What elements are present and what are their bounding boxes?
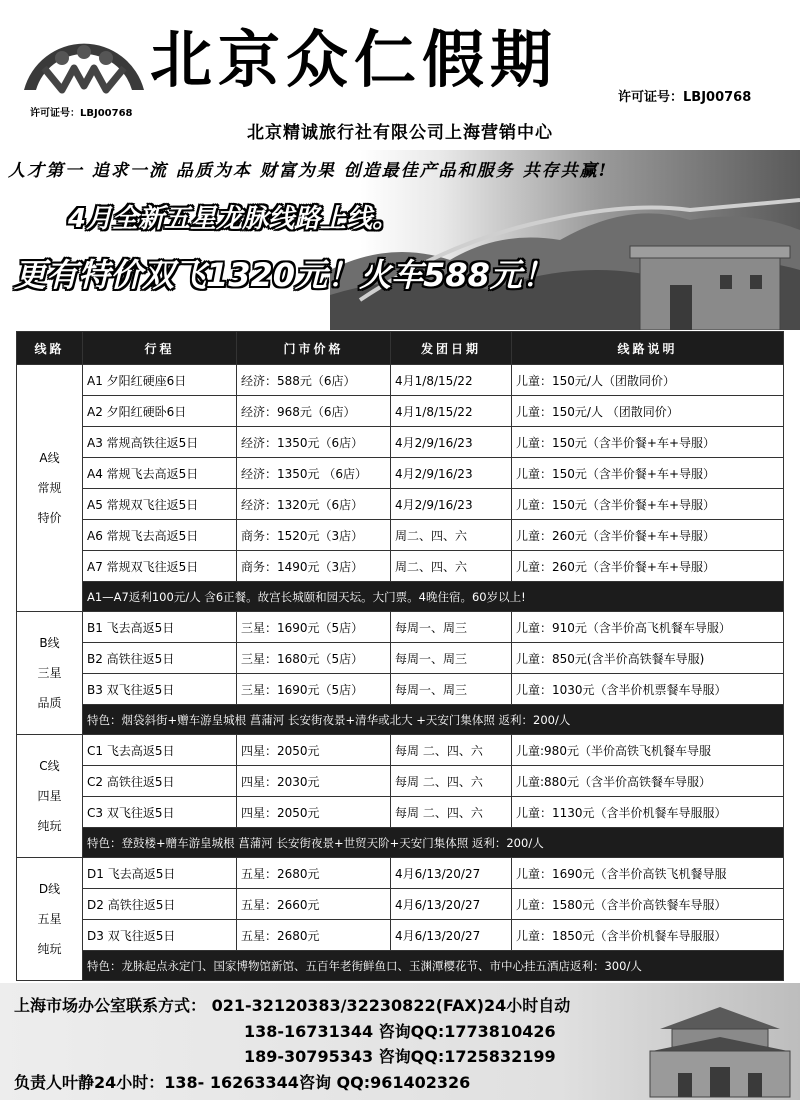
permit-number-right: 许可证号：LBJ00768 bbox=[618, 90, 752, 105]
tiananmen-gate-icon bbox=[640, 989, 800, 1099]
header-price: 门市价格 bbox=[237, 332, 391, 365]
table-row: C线 四星 纯玩 C1 飞去高返5日 四星：2050元 每周 二、四、六 儿童:980元（半价高铁飞机餐车导服 bbox=[17, 735, 784, 766]
header-route: 线路 bbox=[17, 332, 83, 365]
group-note-b: 特色：烟袋斜街+赠车游皇城根 菖蒲河 长安街夜景+清华或北大 +天安门集体照 返利：200/人 bbox=[17, 705, 784, 735]
table-row: D3 双飞往返5日 五星：2680元 4月6/13/20/27 儿童：1850元（含半价机餐车导服服） bbox=[17, 920, 784, 951]
tour-price-table bbox=[16, 331, 784, 981]
group-note-a: A1—A7返利100元/人 含6正餐。故宫长城颐和园天坛。大门票。4晚住宿。60岁以上! bbox=[17, 582, 784, 612]
brand-title: 北京众仁假期 bbox=[150, 23, 559, 96]
contact-footer bbox=[0, 983, 800, 1100]
contact-line-office: 上海市场办公室联系方式： 021-32120383/32230822(FAX)24小时自动 bbox=[14, 996, 571, 1015]
table-row: D2 高铁往返5日 五星：2660元 4月6/13/20/27 儿童：1580元（含半价高铁餐车导服） bbox=[17, 889, 784, 920]
line-label-d: D线 五星 纯玩 bbox=[17, 858, 83, 981]
table-row: C2 高铁往返5日 四星：2030元 每周 二、四、六 儿童:880元（含半价高铁餐车导服） bbox=[17, 766, 784, 797]
permit-number-left: 许可证号：LBJ00768 bbox=[30, 108, 133, 119]
table-row: C3 双飞往返5日 四星：2050元 每周 二、四、六 儿童：1130元（含半价机餐车导服服） bbox=[17, 797, 784, 828]
table-row: A6 常规飞去高返5日 商务：1520元（3店） 周二、四、六 儿童：260元（含半价餐+车+导服） bbox=[17, 520, 784, 551]
table-row: A7 常规双飞往返5日 商务：1490元（3店） 周二、四、六 儿童：260元（含半价餐+车+导服） bbox=[17, 551, 784, 582]
table-row: A2 夕阳红硬卧6日 经济：968元（6店） 4月1/8/15/22 儿童：150元/人 （团散同价） bbox=[17, 396, 784, 427]
table-row: A线 常规 特价 A1 夕阳红硬座6日 经济：588元（6店） 4月1/8/15/22 儿童：150元/人（团散同价） bbox=[17, 365, 784, 396]
hero-banner bbox=[0, 150, 800, 330]
header-departure: 发团日期 bbox=[391, 332, 512, 365]
group-note-d: 特色：龙脉起点永定门、国家博物馆新馆、五百年老街鲜鱼口、玉渊潭樱花节、市中心挂五酒店返利：300/人 bbox=[17, 951, 784, 981]
header-description: 线路说明 bbox=[512, 332, 784, 365]
headline-secondary: 更有特价双飞1320元！火车588元！ bbox=[14, 256, 554, 294]
table-row: A4 常规飞去高返5日 经济：1350元 （6店） 4月2/9/16/23 儿童：150元（含半价餐+车+导服） bbox=[17, 458, 784, 489]
header-itinerary: 行程 bbox=[83, 332, 237, 365]
company-logo-icon bbox=[14, 18, 154, 98]
contact-line-mobile-1: 138-16731344 咨询QQ:1773810426 bbox=[244, 1022, 556, 1041]
table-header-row bbox=[17, 332, 784, 365]
headline-primary: 4月全新五星龙脉线路上线。 bbox=[68, 204, 399, 234]
company-slogan: 人才第一 追求一流 品质为本 财富为果 创造最佳产品和服务 共存共赢! bbox=[8, 161, 609, 181]
contact-line-mobile-2: 189-30795343 咨询QQ:1725832199 bbox=[244, 1047, 556, 1066]
table-row: A5 常规双飞往返5日 经济：1320元（6店） 4月2/9/16/23 儿童：150元（含半价餐+车+导服） bbox=[17, 489, 784, 520]
header bbox=[0, 0, 800, 150]
table-body bbox=[17, 365, 784, 981]
table-row: A3 常规高铁往返5日 经济：1350元（6店） 4月2/9/16/23 儿童：150元（含半价餐+车+导服） bbox=[17, 427, 784, 458]
table-row: B3 双飞往返5日 三星：1690元（5店） 每周一、周三 儿童：1030元（含半价机票餐车导服） bbox=[17, 674, 784, 705]
company-name: 北京精诚旅行社有限公司上海营销中心 bbox=[247, 123, 553, 143]
line-label-b: B线 三星 品质 bbox=[17, 612, 83, 735]
line-label-c: C线 四星 纯玩 bbox=[17, 735, 83, 858]
contact-line-manager: 负责人叶静24小时：138- 16263344咨询 QQ:961402326 bbox=[14, 1073, 471, 1092]
table-row: B2 高铁往返5日 三星：1680元（5店） 每周一、周三 儿童：850元(含半价高铁餐车导服) bbox=[17, 643, 784, 674]
table-row: B线 三星 品质 B1 飞去高返5日 三星：1690元（5店） 每周一、周三 儿童：910元（含半价高飞机餐车导服） bbox=[17, 612, 784, 643]
table-row: D线 五星 纯玩 D1 飞去高返5日 五星：2680元 4月6/13/20/27 儿童：1690元（含半价高铁飞机餐导服 bbox=[17, 858, 784, 889]
group-note-c: 特色：登鼓楼+赠车游皇城根 菖蒲河 长安街夜景+世贸天阶+天安门集体照 返利：200/人 bbox=[17, 828, 784, 858]
line-label-a: A线 常规 特价 bbox=[17, 365, 83, 612]
